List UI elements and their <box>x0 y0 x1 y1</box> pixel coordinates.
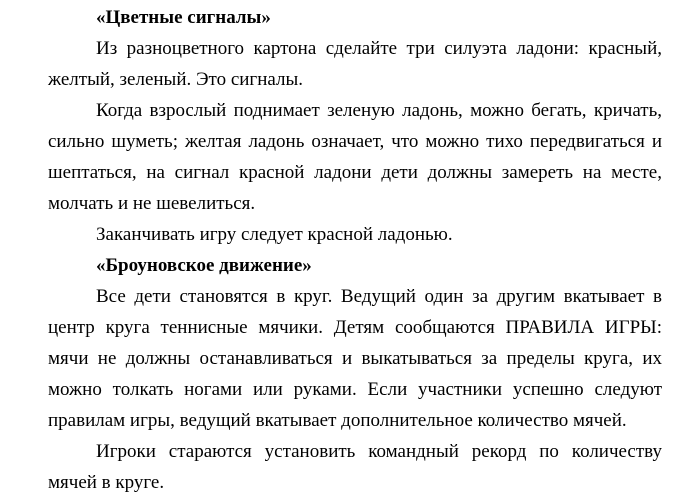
section-heading-colored-signals: «Цветные сигналы» <box>96 7 271 28</box>
section-heading-brownian-motion: «Броуновское движение» <box>96 255 312 276</box>
paragraph-colored-signals-2: Когда взрослый поднимает зеленую ладонь, можно бегать, кричать, сильно шуметь; желтая ладонь означает, что можно тихо передвигаться и шептаться, на сигнал красной ладони дети должны замереть на месте, молчать и не шевелиться. <box>48 100 662 214</box>
paragraph-colored-signals-1: Из разноцветного картона сделайте три силуэта ладони: красный, желтый, зеленый. Это сигналы. <box>48 38 662 90</box>
paragraph-brownian-motion-2: Игроки стараются установить командный рекорд по количеству мячей в круге. <box>48 441 662 493</box>
paragraph-colored-signals-3: Заканчивать игру следует красной ладонью. <box>96 224 453 245</box>
paragraph-brownian-motion-1: Все дети становятся в круг. Ведущий один за другим вкатывает в центр круга теннисные мячики. Детям сообщаются ПРАВИЛА ИГРЫ: мячи не должны останавливаться и выкатываться за пределы круга, их можно толкать ногами или руками. Если участники успешно следуют правилам игры, ведущий вкатывает дополнительное количество мячей. <box>48 286 662 431</box>
document-body <box>48 2 662 498</box>
